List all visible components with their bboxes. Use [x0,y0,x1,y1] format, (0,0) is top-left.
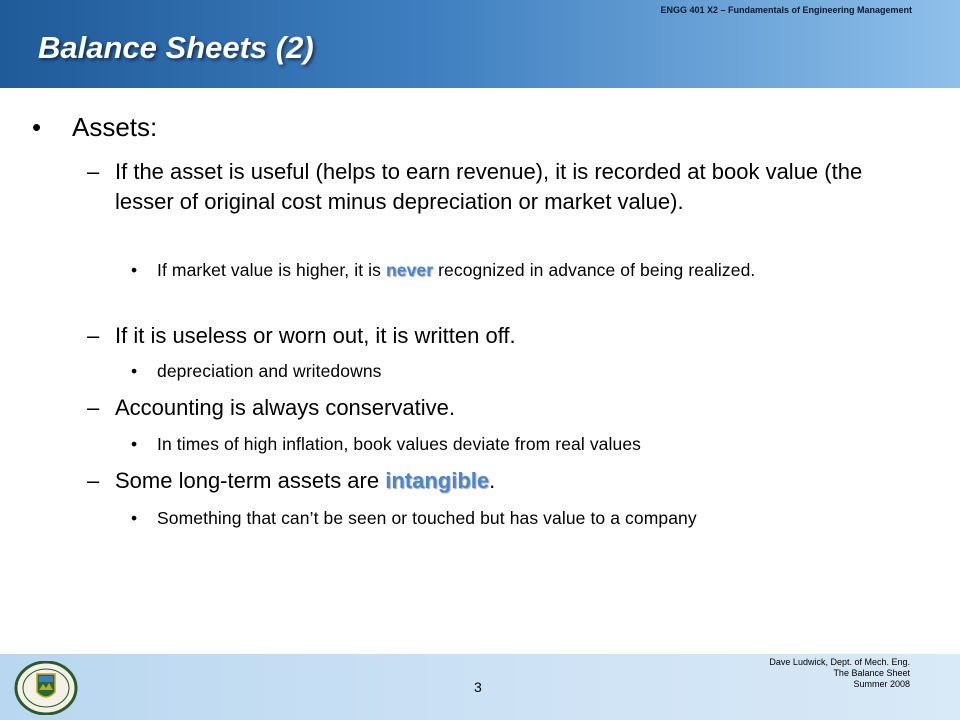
emphasis-intangible: intangible [385,468,490,493]
footer-topic: The Balance Sheet [833,668,910,678]
sub-sub-bullet-text: Something that can’t be seen or touched but has value to a company [157,508,697,528]
sub-bullet-text: Accounting is always conservative. [115,395,455,420]
page-number: 3 [474,679,482,695]
course-title: ENGG 401 X2 – Fundamentals of Engineering Management [660,5,912,15]
dash-icon: – [87,159,100,184]
bullet-dot-icon: • [32,112,42,142]
footer-author: Dave Ludwick, Dept. of Mech. Eng. [769,657,910,667]
sub-sub-bullet-text: depreciation and writedowns [157,361,382,381]
text-before: If market value is higher, it is [157,260,386,280]
text-after: recognized in advance of being realized. [433,260,756,280]
bullet-dot-icon: • [131,260,138,280]
sub-sub-bullet-text: In times of high inflation, book values deviate from real values [157,434,642,454]
dash-icon: – [87,323,100,348]
slide-title: Balance Sheets (2) [38,30,314,65]
emphasis-never: never [385,260,434,280]
text-after: . [489,468,496,493]
university-crest-icon [14,661,78,715]
footer-info [769,657,910,690]
sub-sub-bullet-market-value [131,257,891,284]
sub-bullet-text: If it is useless or worn out, it is written off. [115,323,516,348]
dash-icon: – [87,468,100,493]
sub-sub-bullet-text [157,257,891,284]
text-before: Some long-term assets are [115,468,386,493]
sub-sub-bullet-intangible-def [131,505,891,532]
dash-icon: – [87,395,100,420]
bullet-dot-icon: • [131,361,138,381]
bullet-dot-icon: • [131,508,138,528]
sub-bullet-text: If the asset is useful (helps to earn revenue), it is recorded at book value (the lesser of original cost minus depreciation or market value). [115,159,863,214]
sub-sub-bullet-depreciation [131,358,891,385]
sub-bullet-written-off [87,321,897,351]
sub-bullet-useful-asset [87,157,897,217]
sub-sub-bullet-inflation [131,431,891,458]
footer-term: Summer 2008 [853,679,910,689]
sub-bullet-conservative [87,393,897,423]
bullet-assets-label: Assets: [72,112,158,142]
bullet-dot-icon: • [131,434,138,454]
sub-bullet-text [115,466,897,496]
sub-bullet-intangible [87,466,897,496]
